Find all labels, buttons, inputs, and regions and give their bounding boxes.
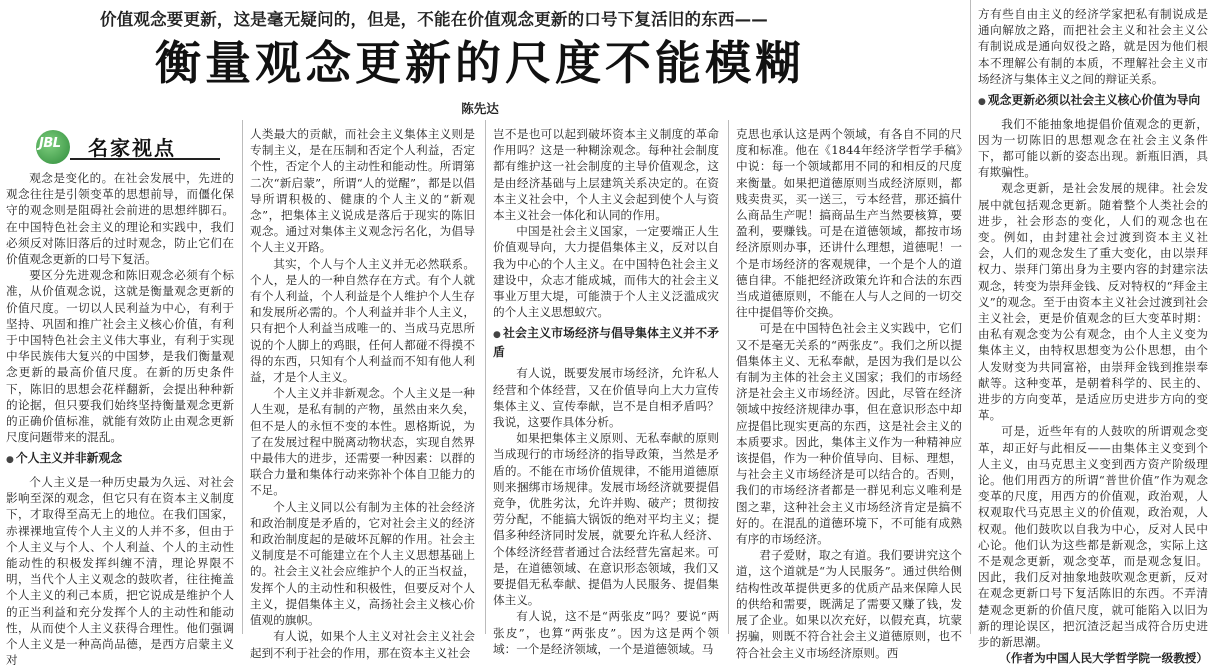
- subhead-text: 个人主义并非新观念: [15, 451, 123, 466]
- paragraph: 可是，近些年有的人鼓吹的所谓观念变革，却正好与此相反——由集体主义变到个人主义，由马克思主义变到西方资产阶级理论。他们用西方的所谓“普世价值”作为观念变革的尺度，用西方的价值观，政治观，人权观取代马克思主义的价值观，政治观，人权观。他们鼓吹以自我为中心，反对人民中心论。他们认为这些都是新观念，实际上这不是观念更新，观念变革，而是观念复旧。因此，我们反对抽象地鼓吹观念更新，反对在观念更新口号下复活陈旧的东西。不弄清楚观念更新的价值尺度，就可能陷入以旧为新的理论误区，把沉渣泛起当成符合历史进步的新思潮。: [978, 424, 1208, 650]
- bullet-icon: ●: [6, 455, 14, 466]
- paragraph: 有人说，这不是“两张皮”吗？要说“两张皮”，也算“两张皮”。因为这是两个领域：一个是经济领域，一个是道德领域。马: [493, 609, 719, 656]
- paragraph: 可是在中国特色社会主义实践中，它们又不是毫无关系的“两张皮”。我们之所以提倡集体主义、无私奉献，是因为我们是以公有制为主体的社会主义国家；我们的市场经济是社会主义市场经济。因此，尽管在经济领域中按经济规律办事，但在意识形态中却应提倡比现实更高的东西，这是社会主义的本质要求。因此，集体主义作为一种精神应该提倡，作为一种价值导向、目标、理想，与社会主义市场经济是可以结合的。否则，我们的市场经济者都是一群见利忘义唯利是图之辈，这种社会主义市场经济肯定是搞不好的。在混乱的道德环境下，不可能有成熟有序的市场经济。: [736, 321, 962, 547]
- column-logo: [30, 128, 230, 168]
- paragraph: 要区分先进观念和陈旧观念必须有个标准，从价值观念说，这就是衡量观念更新的价值尺度。一切以人民利益为中心，有利于坚持、巩固和推广社会主义核心价值，有利于中国特色社会主义伟大事业，有利于实现中华民族伟大复兴的中国梦，是我们衡量观念更新的最高价值尺度。在新的历史条件下，陈旧的思想会花样翻新，会提出种种新的论据，但只要我们始终坚持衡量观念更新的正确价值标准，就能有效防止由观念更新尺度问题带来的混乱。: [6, 268, 234, 445]
- section-subhead: [6, 450, 234, 469]
- subhead-text: 观念更新必须以社会主义核心价值为导向: [987, 93, 1201, 108]
- logo-badge-text: JBL: [39, 136, 61, 151]
- paragraph: 有人说，如果个人主义对社会主义社会起到不利于社会的作用，那在资本主义社会: [250, 629, 475, 660]
- headline: 衡量观念更新的尺度不能模糊: [155, 36, 805, 90]
- byline: 陈先达: [461, 101, 499, 116]
- column-divider: [242, 120, 243, 634]
- section-subhead: [978, 92, 1208, 111]
- paragraph: 克思也承认这是两个领域，有各自不同的尺度和标准。他在《1844年经济学哲学手稿》中说：每一个领域都用不同的和相反的尺度来衡量。如果把道德原则当成经济原则，都贱卖贵买，买一送三，亏本经营，那还搞什么商品生产呢！搞商品生产当然要核算，要盈利，要赚钱。可是在道德领域，都按市场经济原则办事，还讲什么理想，道德呢！一个是市场经济的客观规律，一个是个人的道德自律。不能把经济政策允许和合法的东西当成道德原则，不能在人与人之间的一切交往中提倡等价交换。: [736, 127, 962, 320]
- paragraph: 人类最大的贡献，而社会主义集体主义则是专制主义，是在压制和否定个人利益，否定个性，否定个人的主动性和能动性。所谓第二次“新启蒙”，所谓“人的觉醒”，都是以倡导所谓积极的、健康的个人主义的“新观念”，把集体主义说成是落后于现实的陈旧观念。通过对集体主义观念污名化，为倡导个人主义开路。: [250, 127, 475, 255]
- column-divider: [485, 120, 486, 634]
- paragraph: 观念是变化的。在社会发展中，先进的观念往往是引领变革的思想前导，而僵化保守的观念则是阻碍社会前进的思想绊脚石。在中国特色社会主义的理论和实践中，我们必须反对陈旧落后的过时观念，防止它们在价值观念更新的口号下复活。: [6, 171, 234, 267]
- bullet-icon: ●: [493, 330, 502, 341]
- paragraph: 个人主义并非新观念。个人主义是一种人生观，是私有制的产物，虽然由来久矣，但不是人的永恒不变的本性。恩格斯说，为了在发展过程中脱离动物状态，实现自然界中最伟大的进步，还需要一种因素：以群的联合力量和集体行动来弥补个体自卫能力的不足。: [250, 386, 475, 498]
- paragraph: 其实，个人与个人主义并无必然联系。个人，是人的一种自然存在方式。有个人就有个人利益，个人利益是个人维护个人生存和发展所必需的。个人利益并非个人主义，只有把个人利益当成唯一的、当成马克思所说的个人脚上的鸡眼，任何人都碰不得摸不得的东西，只知有个人利益而不知有他人利益，才是个人主义。: [250, 256, 475, 385]
- paragraph: 中国是社会主义国家，一定要端正人生价值观导向，大力提倡集体主义，反对以自我为中心的个人主义。在中国特色社会主义建设中，众志才能成城，而伟大的社会主义事业万里大堤，可能溃于个人主义泛滥成灾的个人主义思想蚁穴。: [493, 224, 719, 320]
- article-column-2: [250, 126, 475, 660]
- article-column-4: [736, 126, 962, 660]
- article-column-1: [6, 170, 234, 668]
- paragraph: 岂不是也可以起到破坏资本主义制度的革命作用吗？这是一种糊涂观念。每种社会制度都有维护这一社会制度的主导价值观念，这是由经济基础与上层建筑关系决定的。在资本主义社会中，个人主义会起到使个人与资本主义社会一体化和认同的作用。: [493, 127, 719, 223]
- column-title: 名家视点: [88, 136, 176, 160]
- kicker-line: 价值观念要更新，这是毫无疑问的，但是，不能在价值观念更新的口号下复活旧的东西——: [100, 10, 768, 29]
- article-column-5: [978, 6, 1208, 666]
- paragraph: 如果把集体主义原则、无私奉献的原则当成现行的市场经济的指导政策，当然是矛盾的。不能在市场价值规律，不能用道德原则来捆绑市场规律。发展市场经济就要提倡竞争，优胜劣汰，允许并购、破产；贯彻按劳分配，不能搞大锅饭的绝对平均主义；提倡多种经济同时发展，就要允许私人经济、个体经济经营者通过合法经营先富起来。可是，在道德领域、在意识形态领域，我们又要提倡无私奉献、提倡为人民服务、提倡集体主义。: [493, 431, 719, 608]
- paragraph: 君子爱财，取之有道。我们要讲究这个道，这个道就是“为人民服务”。通过供给侧结构性改革提供更多的优质产品来保障人民的供给和需要，既满足了需要又赚了钱，发展了企业。如果以次充好，以假充真，坑蒙拐骗，则既不符合社会主义道德原则，也不符合社会主义市场经济原则。西: [736, 548, 962, 660]
- paragraph: 有人说，既要发展市场经济，允许私人经营和个体经营，又在价值导向上大力宣传集体主义、宣传奉献，岂不是自相矛盾吗？我说，这要作具体分析。: [493, 366, 719, 430]
- column-divider: [970, 0, 971, 634]
- author-note: （作者为中国人民大学哲学院一级教授）: [999, 651, 1208, 666]
- article-column-3: [493, 126, 719, 656]
- bullet-icon: ●: [978, 97, 986, 108]
- section-subhead: [493, 325, 719, 360]
- column-divider: [728, 120, 729, 634]
- paragraph: 个人主义同以公有制为主体的社会经济和政治制度是矛盾的，它对社会主义的经济和政治制度起的是破坏瓦解的作用。社会主义制度是不可能建立在个人主义思想基础上的。社会主义社会应维护个人的正当权益，发挥个人的主动性和积极性，但要反对个人主义，提倡集体主义，高扬社会主义核心价值观的旗帜。: [250, 499, 475, 628]
- paragraph: 我们不能抽象地提倡价值观念的更新，因为一切陈旧的思想观念在社会主义条件下，都可能以新的姿态出现。新瓶旧酒，具有欺骗性。: [978, 116, 1208, 180]
- subhead-text: 社会主义市场经济与倡导集体主义并不矛盾: [493, 326, 719, 359]
- paragraph: 观念更新，是社会发展的规律。社会发展中就包括观念更新。随着整个人类社会的进步，社会形态的变化，人们的观念也在变。例如，由封建社会过渡到资本主义社会，人们的观念发生了重大变化，由以崇拜权力、崇拜门第出身为主要内容的封建宗法观念，转变为崇拜金钱、反对特权的“拜金主义”的观念。至于由资本主义社会过渡到社会主义社会，更是价值观念的巨大变革时期：由私有观念变为公有观念，由个人主义变为集体主义，由特权思想变为公仆思想，由个人发财变为共同富裕，由崇拜金钱到推崇奉献等。这种变革，是朝着科学的、民主的、进步的方向变革，是适应历史进步方向的变革。: [978, 181, 1208, 423]
- paragraph: 个人主义是一种历史最为久远、对社会影响至深的观念，但它只有在资本主义制度下，才取得至高无上的地位。在我们国家，赤裸裸地宣传个人主义的人并不多，但由于个人主义与个人、个人利益、个人的主动性能动性的积极发挥纠缠不清，理论界限不明，当代个人主义观念的鼓吹者，往往掩盖个人主义的利己本质，把它说成是维护个人的正当利益和充分发挥个人的主动性和能动性，从而使个人主义获得合理性。他们强调个人主义是一种高尚品德，是西方启蒙主义对: [6, 474, 234, 668]
- paragraph: 方有些自由主义的经济学家把私有制说成是通向解放之路，而把社会主义和社会主义公有制说成是通向奴役之路，就是因为他们根本不理解公有制的本质，不理解社会主义市场经济与集体主义之间的辩证关系。: [978, 7, 1208, 86]
